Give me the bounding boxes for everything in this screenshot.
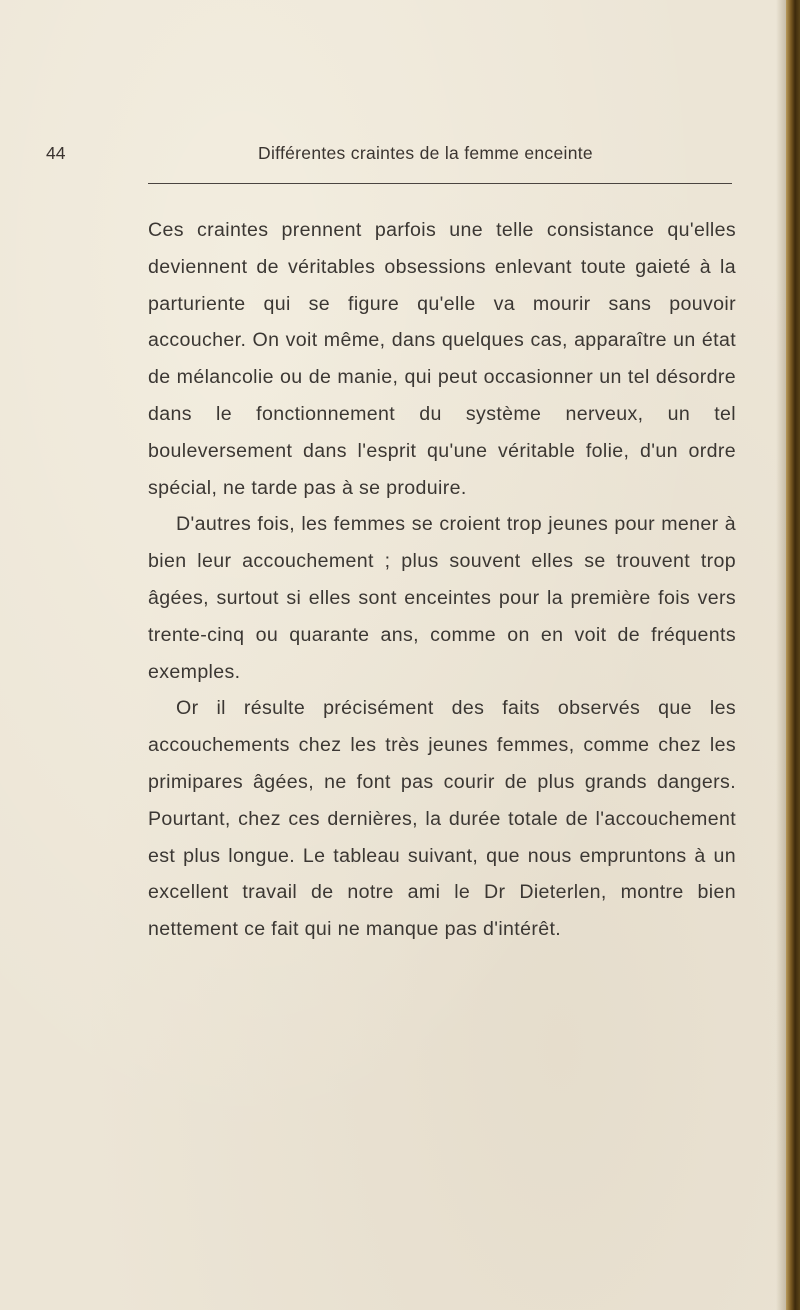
page-header <box>46 143 736 169</box>
paragraph: Or il résulte précisément des faits observés que les accouchements chez les très jeunes femmes, comme chez les primipares âgées, ne font pas courir de plus grands dangers. Pourtant, chez ces dernières, la durée totale de l'accouchement est plus longue. Le tableau suivant, que nous empruntons à un excellent travail de notre ami le Dr Dieterlen, montre bien nettement ce fait qui ne manque pas d'intérêt. <box>148 697 736 941</box>
page-gutter-shadow <box>776 0 786 1310</box>
book-spine-edge <box>786 0 800 1310</box>
header-rule <box>148 183 732 184</box>
body-text <box>148 212 736 948</box>
page-number: 44 <box>46 143 66 163</box>
paragraph: Ces craintes prennent parfois une telle consistance qu'elles deviennent de véritables obsessions enlevant toute gaieté à la parturiente qui se figure qu'elle va mourir sans pouvoir accoucher. On voit même, dans quelques cas, apparaître un état de mélancolie ou de manie, qui peut occasionner un tel désordre dans le fonctionnement du système nerveux, un tel bouleversement dans l'esprit qu'une véritable folie, d'un ordre spécial, ne tarde pas à se produire. <box>148 219 736 499</box>
running-title: Différentes craintes de la femme enceinte <box>258 143 593 163</box>
paragraph: D'autres fois, les femmes se croient trop jeunes pour mener à bien leur accouchement ; plus souvent elles se trouvent trop âgées, surtout si elles sont enceintes pour la première fois vers trente-cinq ou quarante ans, comme on en voit de fréquents exemples. <box>148 513 736 683</box>
